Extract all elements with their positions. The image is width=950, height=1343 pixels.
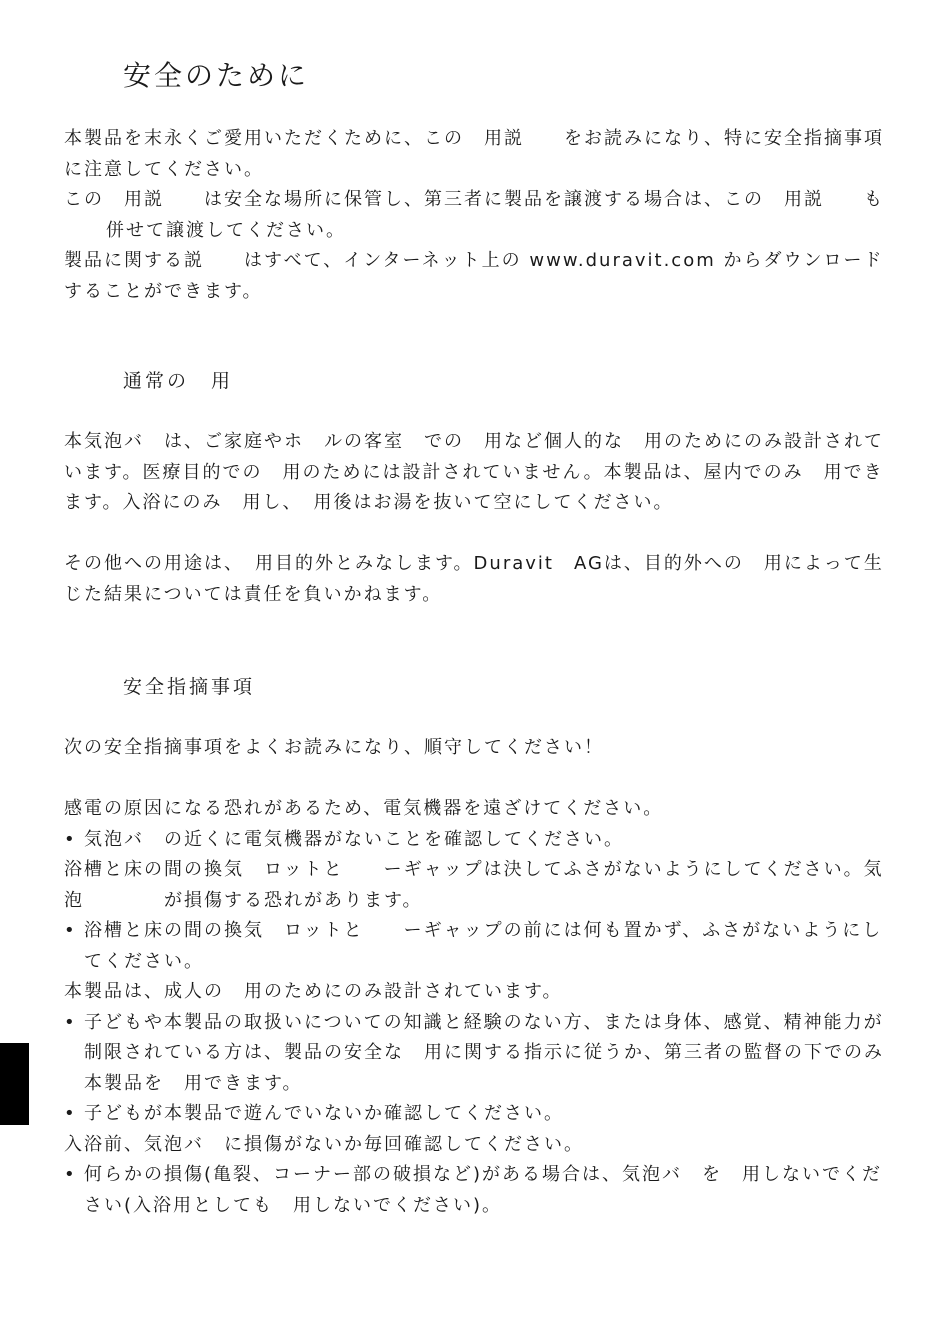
bullet-dot: •	[64, 920, 77, 941]
safety-lead: 次の安全指摘事項をよくお読みになり、順守してください！	[64, 737, 604, 758]
intro-paragraph-1: 本製品を末永くご愛用いただくために、この 用説 をお読みになり、特に安全指摘事項に注意してください。	[64, 128, 884, 180]
bullet-text: 気泡バ の近くに電気機器がないことを確認してください。	[84, 828, 624, 850]
safety-text-check-damage: 入浴前、気泡バ に損傷がないか毎回確認してください。	[64, 1133, 584, 1155]
bullet-text: 何らかの損傷(亀裂、コーナー部の破損など)がある場合は、気泡バ を 用しないでください(入浴用としても 用しないでください)。	[84, 1164, 883, 1216]
safety-list	[64, 794, 886, 1221]
normal-use-paragraph-1: 本気泡バ は、ご家庭やホ ルの客室 での 用など個人的な 用のためにのみ設計されています。医療目的での 用のためには設計されていません。本製品は、屋内でのみ 用できます。入浴にのみ 用し、 用後はお湯を抜いて空にしてください。	[64, 431, 884, 513]
heading-safety-instructions: 安全指摘事項	[123, 676, 256, 698]
misuse-section	[64, 549, 886, 610]
safety-bullet-do-not-use-damaged	[64, 1160, 886, 1221]
intro-paragraph-3: 製品に関する説 はすべて、インターネット上の www.duravit.com からダウンロードすることができます。	[64, 250, 884, 302]
normal-use-paragraph-2: その他への用途は、 用目的外とみなします。Duravit AGは、目的外への 用によって生じた結果については責任を負いかねます。	[64, 553, 884, 605]
bullet-dot: •	[64, 1011, 77, 1033]
safety-bullet-children-capabilities	[64, 1008, 886, 1100]
intro-section	[64, 124, 886, 307]
bullet-text: 浴槽と床の間の換気 ロットと ーギャップの前には何も置かず、ふさがないようにしてください。	[84, 920, 883, 972]
language-tab-marker	[0, 1043, 29, 1125]
bullet-dot: •	[64, 1103, 77, 1124]
safety-text-adults-only: 本製品は、成人の 用のためにのみ設計されています。	[64, 981, 563, 1002]
intro-paragraph-2: この 用説 は安全な場所に保管し、第三者に製品を譲渡する場合は、この 用説 も併せて譲渡してください。	[64, 189, 884, 241]
safety-bullet-children-play	[64, 1099, 886, 1130]
safety-text-ventilation: 浴槽と床の間の換気 ロットと ーギャップは決してふさがないようにしてください。気泡 が損傷する恐れがあります。	[64, 859, 884, 911]
normal-use-section	[64, 427, 886, 519]
bullet-dot: •	[64, 828, 77, 850]
bullet-text: 子どもが本製品で遊んでいないか確認してください。	[84, 1103, 564, 1124]
heading-normal-use: 通常の 用	[123, 370, 234, 392]
safety-bullet-electrical-devices	[64, 825, 886, 856]
bullet-text: 子どもや本製品の取扱いについての知識と経験のない方、または身体、感覚、精神能力が制限されている方は、製品の安全な 用に関する指示に従うか、第三者の監督の下でのみ本製品を 用できます。	[84, 1011, 884, 1094]
page-title: 安全のために	[123, 59, 310, 92]
safety-lead-section	[64, 733, 886, 764]
safety-text-electric-shock: 感電の原因になる恐れがあるため、電気機器を遠ざけてください。	[64, 798, 664, 819]
safety-bullet-ventilation	[64, 916, 886, 977]
bullet-dot: •	[64, 1164, 77, 1185]
